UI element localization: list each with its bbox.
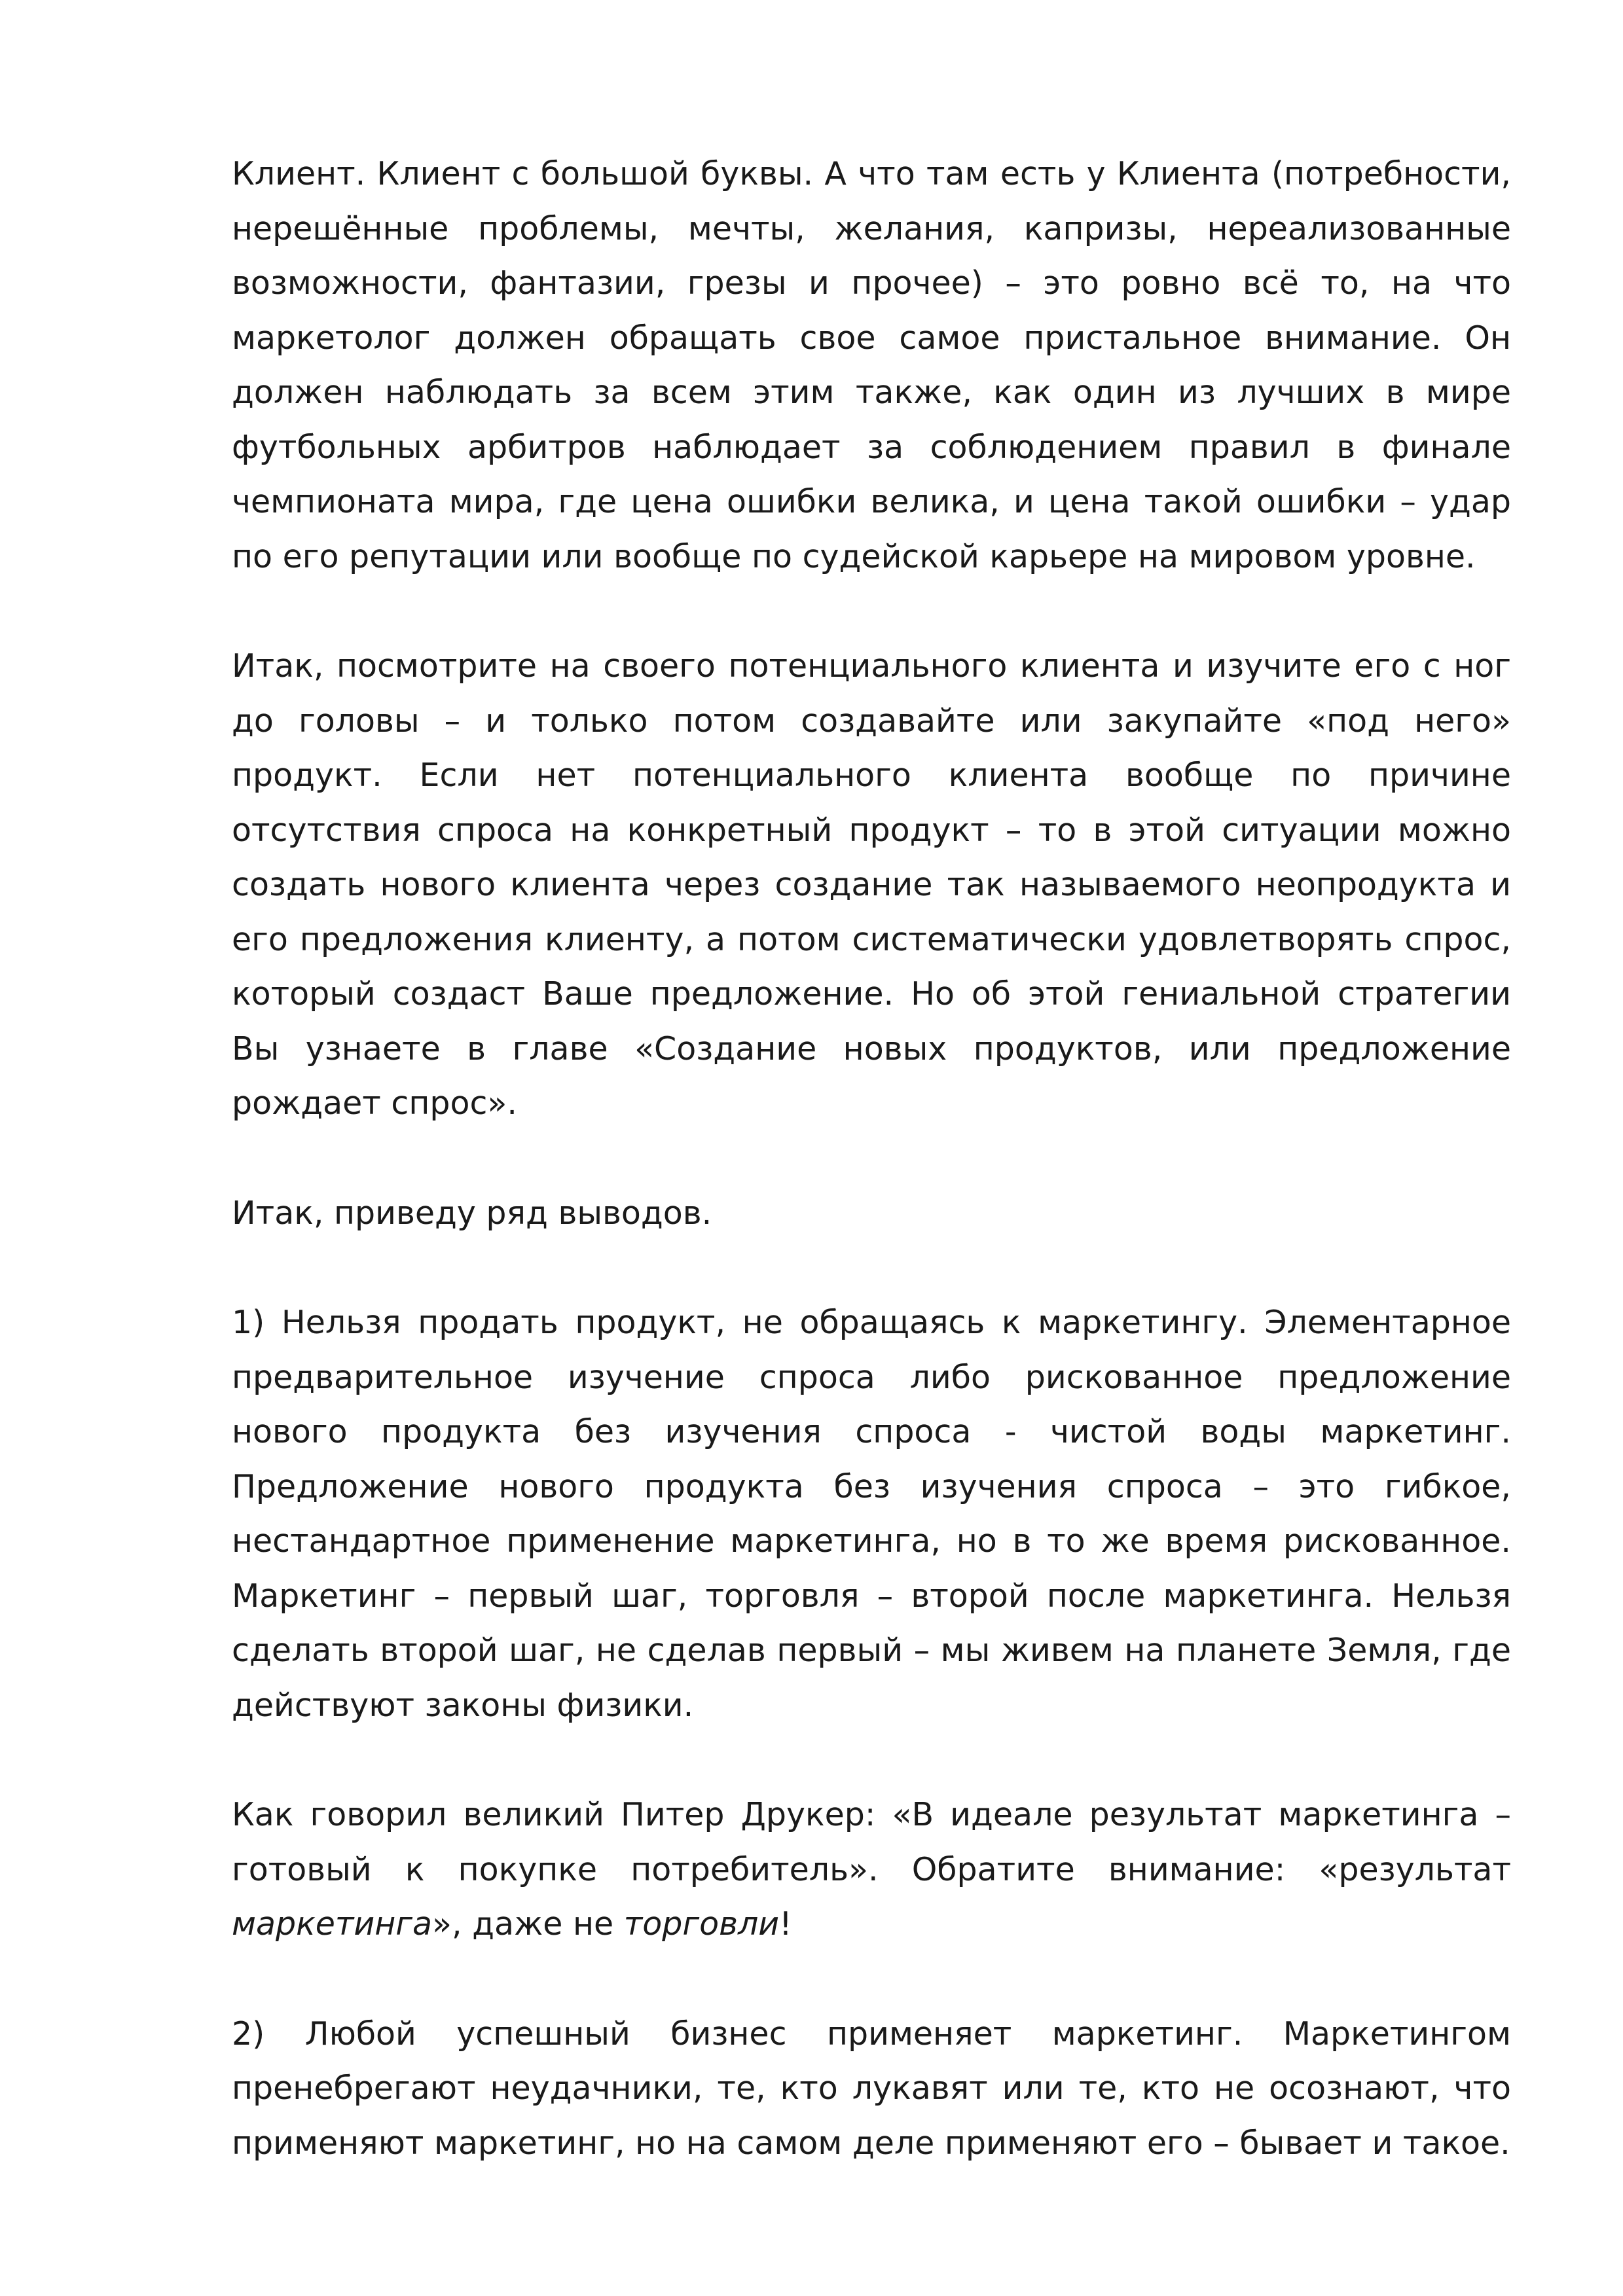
- drucker-emphasis-marketing: маркетинга: [232, 1905, 433, 1943]
- paragraph-conclusion-1: 1) Нельзя продать продукт, не обращаясь к маркетингу. Элементарное предварительное изучение спроса либо рискованное предложение нового продукта без изучения спроса - чистой воды маркетинг. Предложение нового продукта без изучения спроса – это гибкое, нестандартное применение маркетинга, но в то же время рискованное. Маркетинг – первый шаг, торговля – второй после маркетинга. Нельзя сделать второй шаг, не сделав первый – мы живем на планете Земля, где действуют законы физики.: [232, 1304, 1511, 1724]
- document-page: [232, 147, 1511, 2225]
- paragraph-study-client: Итак, посмотрите на своего потенциального клиента и изучите его с ног до головы – и только потом создавайте или закупайте «под него» продукт. Если нет потенциального клиента вообще по причине отсутствия спроса на конкретный продукт – то в этой ситуации можно создать нового клиента через создание так называемого неопродукта и его предложения клиенту, а потом систематически удовлетворять спрос, который создаст Ваше предложение. Но об этой гениальной стратегии Вы узнаете в главе «Создание новых продуктов, или предложение рождает спрос».: [232, 647, 1511, 1122]
- paragraph-client: Клиент. Клиент с большой буквы. А что там есть у Клиента (потребности, нерешённые проблемы, мечты, желания, капризы, нереализованные возможности, фантазии, грезы и прочее) – это ровно всё то, на что маркетолог должен обращать свое самое пристальное внимание. Он должен наблюдать за всем этим также, как один из лучших в мире футбольных арбитров наблюдает за соблюдением правил в финале чемпионата мира, где цена ошибки велика, и цена такой ошибки – удар по его репутации или вообще по судейской карьере на мировом уровне.: [232, 155, 1511, 575]
- paragraph-conclusions-intro: Итак, приведу ряд выводов.: [232, 1194, 712, 1232]
- paragraph-conclusion-2: 2) Любой успешный бизнес применяет маркетинг. Маркетингом пренебрегают неудачники, те, кто лукавят или те, кто не осознают, что применяют маркетинг, но на самом деле применяют его – бывает и такое.: [232, 2015, 1511, 2162]
- drucker-text-2: », даже не: [432, 1905, 624, 1943]
- drucker-text-1: Как говорил великий Питер Друкер: «В идеале результат маркетинга – готовый к покупке потребитель». Обратите внимание: «результат: [232, 1796, 1511, 1888]
- paragraph-drucker-quote: [232, 1787, 1511, 1952]
- drucker-text-3: !: [779, 1905, 792, 1943]
- drucker-emphasis-trade: торговли: [623, 1905, 780, 1943]
